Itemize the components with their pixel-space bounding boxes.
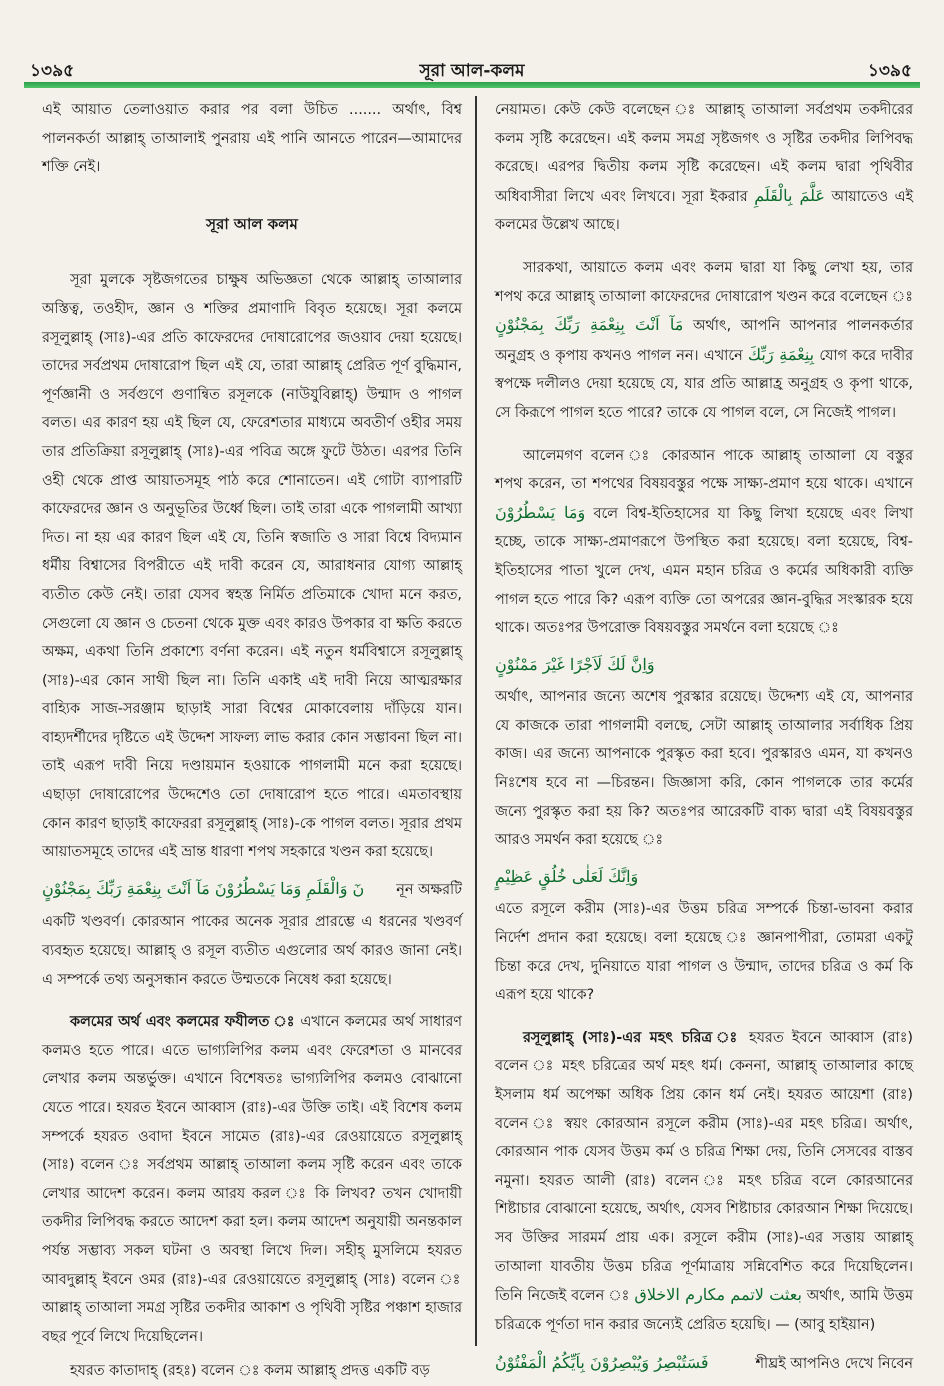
right-paragraph-3-b: বলে বিশ্ব-ইতিহাসের যা কিছু লিখা হয়েছে এবং লিখা হচ্ছে, তাকে সাক্ষ্য-প্রমাণরূপে উপস্থিত করা হয়েছে। বলা হয়েছে, বিশ্ব-ইতিহাসের পাতা খুলে দেখ, এমন মহান চরিত্র ও কর্মের অধিকারী ব্যক্তি পাগল হতে পারে কি? এরূপ ব্যক্তি তো অপরের জ্ঞান-বুদ্ধির সংস্কারক হয়ে থাকে। অতঃপর উপরোক্ত বিষয়বস্তুর সমর্থনে বলা হয়েছে ঃ <box>495 505 913 637</box>
page-number-right: ১৩৯৫ <box>867 61 912 81</box>
arabic-inline-5: بعثت لاتمم مكارم الاخلاق <box>634 1285 802 1305</box>
closing-verse-caption: শীঘ্রই আপনিও দেখে নিবেন <box>755 1356 913 1373</box>
arabic-inline-2: مَآ اَنْتَ بِنِعْمَةِ رَبِّكَ بِمَجْنُوْنٍ <box>495 315 684 335</box>
left-paragraph-5: হযরত কাতাদাহ্ (রহঃ) বলেন ঃ কলম আল্লাহ্ প্রদত্ত একটি বড় <box>70 1363 430 1380</box>
section-heading: সূরা আল কলম <box>206 214 298 233</box>
right-paragraph-3-text: আলেমগণ বলেন ঃ কোরআন পাকে আল্লাহ্ তাআলা যে বস্তুর শপথ করেন, তা শপথের বিষয়বস্তুর পক্ষে সাক্ষ্য-প্রমাণ হয়ে থাকে। এখানে <box>495 447 913 493</box>
arabic-verse-line-2 <box>495 651 913 680</box>
right-paragraph-2-c: যোগ করে দাবীর স্বপক্ষে দলীলও দেয়া হয়েছে যে, যার প্রতি আল্লাহ্র অনুগ্রহ ও কৃপা থাকে, সে কিরূপে পাগল হতে পারে? তাকে যে পাগল বলে, সে নিজেই পাগল। <box>495 347 913 421</box>
arabic-verse-2: وَاِنَّ لَكَ لَاَجْرًا غَيْرَ مَمْنُوْنٍ <box>495 654 655 674</box>
arabic-inline-1: عَلَّمَ بِالْقَلَمِ <box>754 185 825 205</box>
right-paragraph-1-text: নেয়ামত। কেউ কেউ বলেছেন ঃ আল্লাহ্ তাআলা সর্বপ্রথম তকদীরের কলম সৃষ্টি করেছেন। এই কলম সমগ্র সৃষ্টজগৎ ও সৃষ্টির তকদীর লিপিবদ্ধ করেছে। এরপর দ্বিতীয় কলম সৃষ্টি করেছেন। এই কলম দ্বারা পৃথিবীর অধিবাসীরা লিখে এবং লিখবে। সূরা ইকরার <box>495 102 913 205</box>
closing-verse-line <box>495 1349 913 1379</box>
arabic-closing-verse: فَسَتُبْصِرُ وَيُبْصِرُوْنَ بِاَيِّكُمُ الْمَفْتُوْنُ <box>495 1353 709 1373</box>
right-paragraph-4: অর্থাৎ, আপনার জন্যে অশেষ পুরস্কার রয়েছে। উদ্দেশ্য এই যে, আপনার যে কাজকে তারা পাগলামী বলছে, সেটা আল্লাহ্ তাআলার সর্বাধিক প্রিয় কাজ। এর জন্যে আপনাকে পুরস্কৃত করা হবে। পুরস্কারও এমন, যা কখনও নিঃশেষ হবে না —চিরন্তন। জিজ্ঞাসা করি, কোন পাগলকে তার কর্মের জন্যে পুরস্কৃত করা হয় কি? অতঃপর আরেকটি বাক্য দ্বারা এই বিষয়বস্তুর আরও সমর্থন করা হয়েছে ঃ <box>495 689 913 849</box>
right-column <box>495 96 913 1379</box>
running-title: সূরা আল-কলম <box>419 61 525 81</box>
right-paragraph-6-tail: অর্থাৎ, আমি উত্তম চরিত্রকে পূর্ণতা দান করার জন্যেই প্রেরিত হয়েছি। — (আবু হাইয়ান) <box>495 1288 914 1333</box>
page-number-left: ১৩৯৫ <box>30 61 75 81</box>
left-paragraph-4-heading: কলমের অর্থ এবং কলমের ফযীলত ঃ <box>70 1014 296 1031</box>
arabic-verse-line-3 <box>495 863 913 892</box>
right-paragraph-2-text: সারকথা, আয়াতে কলম এবং কলম দ্বারা যা কিছু লেখা হয়, তার শপথ করে আল্লাহ্ তাআলা কাফেরদের দোষারোপ খণ্ডন করে বলেছেন ঃ <box>495 259 913 305</box>
right-paragraph-3 <box>495 442 913 643</box>
page-header <box>0 0 944 92</box>
arabic-verse-line-1 <box>42 875 462 905</box>
right-paragraph-6-heading: রসূলুল্লাহ্ (সাঃ)-এর মহৎ চরিত্র ঃ <box>523 1029 741 1046</box>
left-paragraph-4 <box>42 1008 462 1351</box>
arabic-verse-3: وَاِنَّكَ لَعَلٰى خُلُقٍ عَظِيْمٍ <box>495 866 639 886</box>
right-paragraph-1-tail: আয়াতেও এই কলমের উল্লেখ আছে। <box>495 188 913 234</box>
right-paragraph-6 <box>495 1024 913 1340</box>
right-paragraph-2 <box>495 254 913 428</box>
arabic-inline-3: بِنِعْمَةِ رَبِّكَ <box>747 344 815 364</box>
left-paragraph-2: সূরা মুলকে সৃষ্টজগতের চাক্ষুষ অভিজ্ঞতা থেকে আল্লাহ্ তাআলার অস্তিত্ব, তওহীদ, জ্ঞান ও শক্তির প্রমাণাদি বিবৃত হয়েছে। সূরা কলমে রসূলুল্লাহ্ (সাঃ)-এর প্রতি কাফেরদের দোষারোপের জওয়াব দেয়া হয়েছে। তাদের সর্বপ্রথম দোষারোপ ছিল এই যে, তারা আল্লাহ্ প্রেরিত পূর্ণ বুদ্ধিমান, পূর্ণজ্ঞানী ও সর্বগুণে গুণান্বিত রসূলকে (নাউযুবিল্লাহ্) উন্মাদ ও পাগল বলত। এর কারণ হয় এই ছিল যে, ফেরেশতার মাধ্যমে অবতীর্ণ ওহীর সময় তার প্রতিক্রিয়া রসূলুল্লাহ্ (সাঃ)-এর পবিত্র অঙ্গে ফুটে উঠত। এরপর তিনি ওহী থেকে প্রাপ্ত আয়াতসমূহ পাঠ করে শোনাতেন। এই গোটা ব্যাপারটি কাফেরদের জ্ঞান ও অনুভূতির উর্ধ্বে ছিল। তাই তারা একে পাগলামী আখ্যা দিত। না হয় এর কারণ ছিল এই যে, তিনি স্বজাতি ও সারা বিশ্বে বিদ্যমান ধর্মীয় বিশ্বাসের বিপরীতে এই দাবী করেন যে, আরাধনার যোগ্য আল্লাহ্ ব্যতীত কেউ নেই। তারা যেসব স্বহস্ত নির্মিত প্রতিমাকে খোদা মনে করত, সেগুলো যে জ্ঞান ও চেতনা থেকে মুক্ত এবং কারও উপকার বা ক্ষতি করতে অক্ষম, একথা তিনি প্রকাশ্যে বর্ণনা করেন। এই নতুন ধর্মবিশ্বাসে রসূলুল্লাহ্ (সাঃ)-এর কোন সাথী ছিল না। তিনি একাই এই দাবী নিয়ে আত্মরক্ষার বাহ্যিক সাজ-সরঞ্জাম ছাড়াই সারা বিশ্বের মোকাবেলায় দাঁড়িয়ে যান। বাহ্যদর্শীদের দৃষ্টিতে এই উদ্দেশ সাফল্য লাভ করার কোন সম্ভাবনা ছিল না। তাই এরূপ দাবী নিয়ে দণ্ডায়মান হওয়াকে পাগলামী মনে করা হয়েছে। এছাড়া দোষারোপের উদ্দেশেও তো দোষারোপ হতে পারে। এমতাবস্থায় কোন কারণ ছাড়াই কাফেররা রসূলুল্লাহ্ (সাঃ)-কে পাগল বলত। সূরার প্রথম আয়াতসমূহে তাদের এই ভ্রান্ত ধারণা শপথ সহকারে খণ্ডন করা হয়েছে। <box>42 272 462 861</box>
arabic-inline-4: وَمَا يَسْطُرُوْنَ <box>495 502 586 522</box>
column-divider <box>475 96 477 1346</box>
left-paragraph-1: এই আয়াত তেলাওয়াত করার পর বলা উচিত ....... অর্থাৎ, বিশ্ব পালনকর্তা আল্লাহ্ তাআলাই পুনরায় এই পানি আনতে পারেন—আমাদের শক্তি নেই। <box>42 102 462 176</box>
left-paragraph-4-body: এখানে কলমের অর্থ সাধারণ কলমও হতে পারে। এতে ভাগ্যলিপির কলম এবং ফেরেশতা ও মানবের লেখার কলম অন্তর্ভুক্ত। এখানে বিশেষতঃ ভাগ্যলিপির কলমও বোঝানো যেতে পারে। হযরত ইবনে আব্বাস (রাঃ)-এর উক্তি তাই। এই বিশেষ কলম সম্পর্কে হযরত ওবাদা ইবনে সামেত (রাঃ)-এর রেওয়ায়েতে রসূলুল্লাহ্ (সাঃ) বলেন ঃ সর্বপ্রথম আল্লাহ্ তাআলা কলম সৃষ্টি করেন এবং তাকে লেখার আদেশ করেন। কলম আরয করল ঃ কি লিখব? তখন খোদায়ী তকদীর লিপিবদ্ধ করতে আদেশ করা হল। কলম আদেশ অনুযায়ী অনন্তকাল পর্যন্ত সম্ভাব্য সকল ঘটনা ও অবস্থা লিখে দিল। সহীহ্ মুসলিমে হযরত আবদুল্লাহ্ ইবনে ওমর (রাঃ)-এর রেওয়ায়েতে রসূলুল্লাহ্ (সাঃ) বলেন ঃ আল্লাহ্ তাআলা সমগ্র সৃষ্টির তকদীর আকাশ ও পৃথিবী সৃষ্টির পঞ্চাশ হাজার বছর পূর্বে লিখে দিয়েছিলেন। <box>42 1014 462 1345</box>
arabic-verse-1-caption: নূন অক্ষরটি <box>396 881 462 898</box>
right-paragraph-5: এতে রসূলে করীম (সাঃ)-এর উত্তম চরিত্র সম্পর্কে চিন্তা-ভাবনা করার নির্দেশ প্রদান করা হয়েছে। বলা হয়েছে ঃ জ্ঞানপাপীরা, তোমরা একটু চিন্তা করে দেখ, দুনিয়াতে যারা পাগল ও উন্মাদ, তাদের চরিত্র ও কর্ম কি এরূপ হয়ে থাকে? <box>495 901 913 1004</box>
left-column <box>42 96 462 1386</box>
right-paragraph-1 <box>495 96 913 240</box>
left-paragraph-3: একটি খণ্ডবর্ণ। কোরআন পাকের অনেক সূরার প্রারম্ভে এ ধরনের খণ্ডবর্ণ ব্যবহৃত হয়েছে। আল্লাহ্ ও রসূল ব্যতীত এগুলোর অর্থ কারও জানা নেই। এ সম্পর্কে তথ্য অনুসন্ধান করতে উম্মতকে নিষেধ করা হয়েছে। <box>42 914 462 988</box>
right-paragraph-2-b: অর্থাৎ, আপনি আপনার পালনকর্তার অনুগ্রহ ও কৃপায় কখনও পাগল নন। এখানে <box>495 318 913 364</box>
arabic-verse-1: نٓ وَالْقَلَمِ وَمَا يَسْطُرُوْنَ مَآ اَنْتَ بِنِعْمَةِ رَبِّكَ بِمَجْنُوْنٍ <box>42 878 365 898</box>
right-paragraph-6-body: হযরত ইবনে আব্বাস (রাঃ) বলেন ঃ মহৎ চরিত্রের অর্থ মহৎ ধর্ম। কেননা, আল্লাহ্ তাআলার কাছে ইসলাম ধর্ম অপেক্ষা অধিক প্রিয় কোন ধর্ম নেই। হযরত আয়েশা (রাঃ) বলেন ঃ স্বয়ং কোরআন রসূলে করীম (সাঃ)-এর মহৎ চরিত্র। অর্থাৎ, কোরআন পাক যেসব উত্তম কর্ম ও চরিত্র শিক্ষা দেয়, তিনি সেসবের বাস্তব নমুনা। হযরত আলী (রাঃ) বলেন ঃ মহৎ চরিত্র বলে কোরআনের শিষ্টাচার বোঝানো হয়েছে, অর্থাৎ, যেসব শিষ্টাচার কোরআন শিক্ষা দিয়েছে। সব উক্তির সারমর্ম প্রায় এক। রসূলে করীম (সাঃ)-এর সত্তায় আল্লাহ্ তাআলা যাবতীয় উত্তম চরিত্র পূর্ণমাত্রায় সন্নিবেশিত করে দিয়েছিলেন। তিনি নিজেই বলেন ঃ <box>495 1029 913 1305</box>
header-green-rule <box>24 82 920 88</box>
